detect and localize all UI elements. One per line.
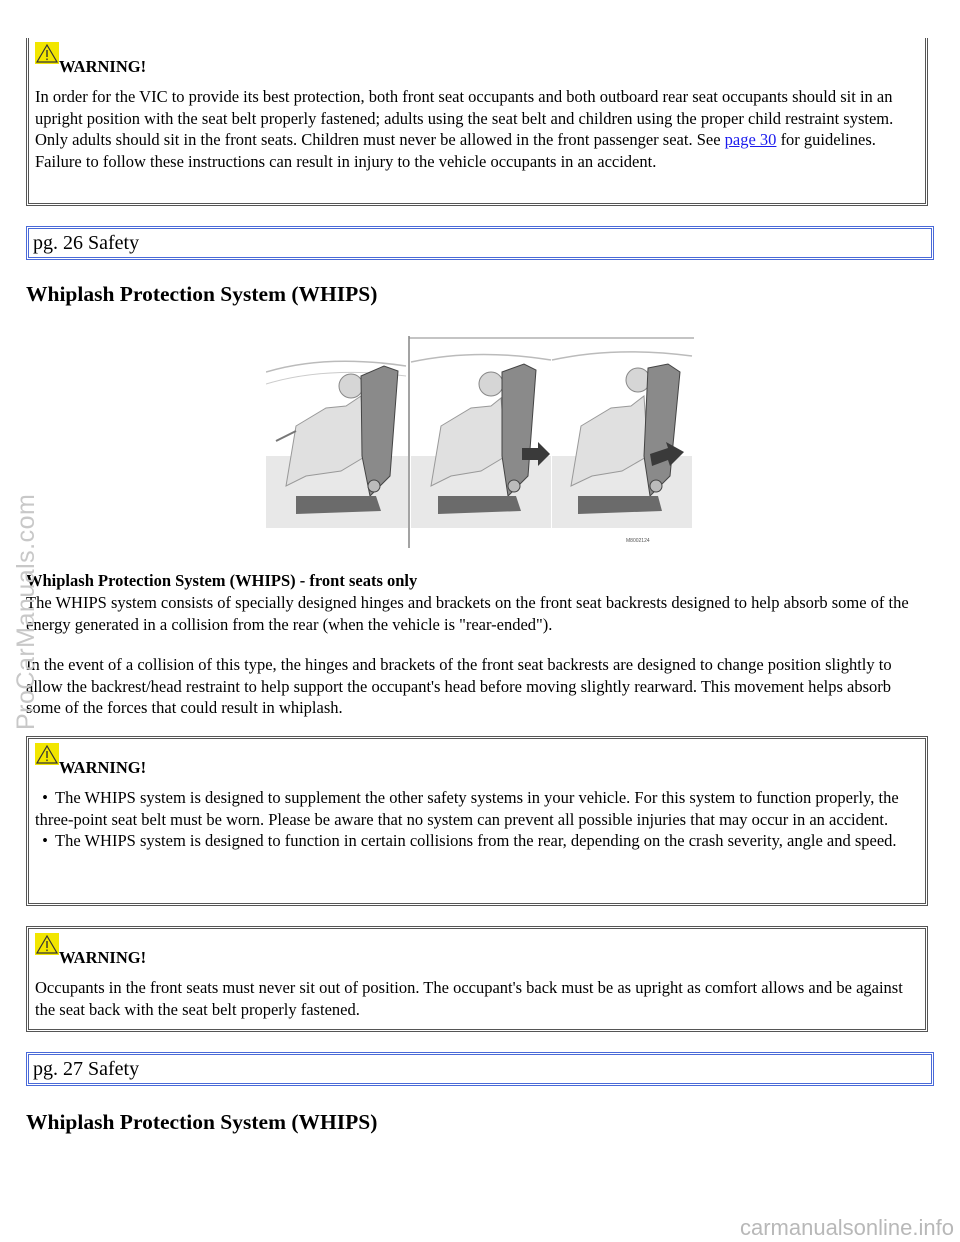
bullet-icon: • [42, 788, 48, 807]
list-item-text: The WHIPS system is designed to function in certain collisions from the rear, depending on the crash severity, angle and speed. [55, 831, 897, 850]
page-header-bar: pg. 27 Safety [26, 1052, 934, 1086]
warning-text-part: for guidelines. Failure to follow these instructions can result in injury to the vehicle occupants in an accident. [35, 130, 876, 171]
warning-text: Occupants in the front seats must never sit out of position. The occupant's back must be as upright as comfort allows and be against the seat back with the seat belt properly fastened. [35, 978, 903, 1019]
bullet-icon: • [42, 831, 48, 850]
list-item [35, 787, 919, 830]
watermark-bottom: carmanualsonline.info [739, 1214, 954, 1240]
section-title: Whiplash Protection System (WHIPS) [26, 282, 378, 306]
whips-seat-illustration [266, 336, 694, 548]
warning-title: WARNING! [59, 758, 147, 777]
warning-triangle-icon [35, 42, 59, 64]
seat-rearward-panel [552, 352, 692, 528]
warning-title: WARNING! [59, 948, 147, 967]
warning-header [35, 44, 919, 76]
list-item [35, 830, 919, 852]
figure-code: M8002124 [626, 538, 650, 544]
warning-triangle-icon [35, 743, 59, 765]
page-30-link[interactable]: page 30 [724, 130, 777, 149]
page-header-bar: pg. 26 Safety [26, 226, 934, 260]
seat-upright-panel [266, 361, 408, 528]
warning-box-1 [26, 38, 928, 206]
warning-box-3 [26, 926, 928, 1032]
list-item-text: The WHIPS system is designed to supplement the other safety systems in your vehicle. For this system to function properly, the three-point seat belt must be worn. Please be aware that no system can prevent all possible injuries that may occur in an accident. [35, 788, 899, 829]
warning-list [35, 787, 919, 852]
warning-text [35, 86, 919, 172]
warning-text-part: In order for the VIC to provide its best protection, both front seat occupants and both outboard rear seat occupants should sit in an upright position with the seat belt properly fastened; adults using the seat belt and children using the proper child restraint system. Only adults should sit in the front seats. Children must never be allowed in the front passenger seat. See [35, 87, 894, 149]
warning-triangle-icon [35, 933, 59, 955]
warning-header [35, 745, 919, 777]
figure-caption: Whiplash Protection System (WHIPS) - front seats only [26, 571, 418, 590]
watermark-left: ProCarManuals.com [12, 493, 40, 730]
section-title: Whiplash Protection System (WHIPS) [26, 1110, 378, 1134]
warning-box-2 [26, 736, 928, 906]
paragraph: In the event of a collision of this type, the hinges and brackets of the front seat backrests are designed to change position slightly to allow the backrest/head restraint to help support the occupant's head before moving slightly rearward. This movement helps absorb some of the forces that could result in whiplash. [26, 655, 892, 717]
paragraph: The WHIPS system consists of specially designed hinges and brackets on the front seat backrests designed to help absorb some of the energy generated in a collision from the rear (when the vehicle is "rear-ended"). [26, 593, 909, 634]
warning-header [35, 935, 919, 967]
seat-collision-panel [411, 354, 551, 528]
warning-title: WARNING! [59, 57, 147, 76]
